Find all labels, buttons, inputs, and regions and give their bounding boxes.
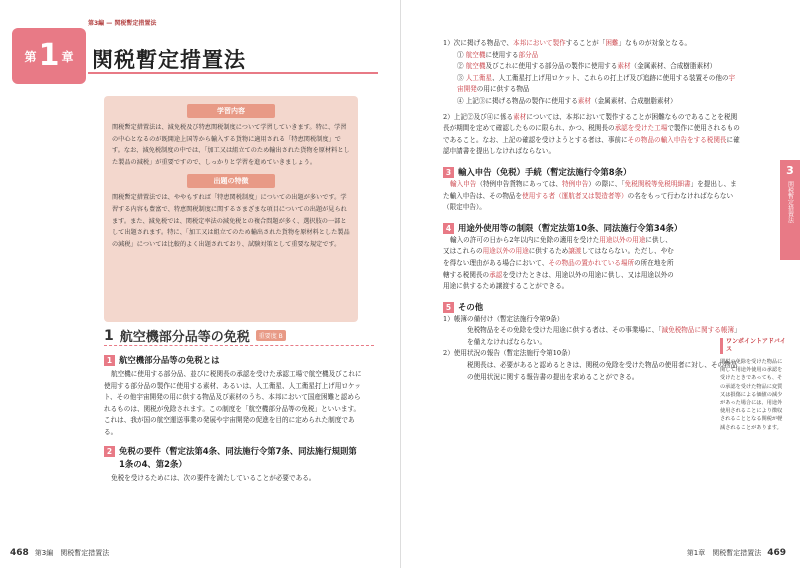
text-span: 及びこれに使用する部分品の製作に使用する bbox=[485, 62, 618, 71]
red-term: 人工衛星 bbox=[465, 73, 493, 82]
text-span: に確認申請書を提出しなければならない。 bbox=[443, 135, 740, 156]
footer-label: 第1章 関税暫定措置法 bbox=[686, 549, 762, 557]
text-span: については、本邦において製作することが困難なものであることを税関長が期間を定めて確認したものに限られ、かつ、税関長の bbox=[443, 112, 738, 133]
red-term: 素材 bbox=[513, 112, 527, 121]
subsection-number: 1 bbox=[104, 355, 115, 366]
study-text: 関税暫定措置法は、減免税及び特恵関税制度について学習していきます。特に、学習の中心となるのが既開途上国等から輸入する貨物に適用される「特恵関税制度」です。なお、減免税制度の中では、「加工又は組立てのため輸出された貨物を原材料とした製品の減税」が重要ですので、しっかりと学習を進めていきましょう。 bbox=[112, 124, 350, 166]
text-span: 」を提出し、また輸入申告は、その物品を bbox=[443, 179, 737, 200]
red-term: 譲渡 bbox=[568, 247, 582, 256]
item-list bbox=[443, 50, 741, 108]
list-item bbox=[457, 50, 741, 62]
right-body bbox=[443, 38, 741, 383]
text-span: 、人工衛星打上げ用ロケット、これらの打上げ及び追跡に使用する装置その他の bbox=[492, 73, 729, 82]
page-number: 469 bbox=[767, 548, 786, 558]
subsection-1-text: 航空機に使用する部分品、並びに税関長の承認を受けた承認工場で航空機及びこれに使用する部分品の製作に使用する素材、あるいは、人工衛星、人工衛星打上げ用ロケット、その他宇宙開発の用に供する物品及び素材のうち、本邦において国産困難と認められるものは、関税が免除されます。この制度を「航空機部分品等の免税」といいます。これは、我が国の航空運送事業の発展や宇宙開発の促進を目的に定められた制度である。 bbox=[104, 370, 362, 436]
text-span: に供するため bbox=[528, 247, 569, 256]
study-label: 学習内容 bbox=[187, 104, 275, 118]
text-span: 1）次に掲げる物品で、 bbox=[443, 39, 514, 47]
left-body bbox=[104, 348, 362, 484]
section-3-title: 輸入申告（免税）手続（暫定法施行令第8条） bbox=[458, 166, 632, 177]
chapter-badge bbox=[12, 28, 86, 84]
red-term: その物品の輸入申告をする税関長 bbox=[627, 135, 727, 144]
item-1 bbox=[443, 38, 741, 50]
red-term: 部分品 bbox=[518, 50, 539, 59]
red-term: 使用する者（運航者又は製造者等） bbox=[522, 191, 628, 200]
section-5-item-1-text bbox=[443, 325, 741, 348]
red-term: 素材 bbox=[577, 96, 591, 105]
text-span: に供し、又はこれらの bbox=[443, 235, 672, 256]
text-span: 2）上記②及び④に係る bbox=[443, 112, 514, 121]
red-term: 承認を受けた工場 bbox=[614, 124, 668, 133]
text-span: の所在地を所轄する税関長の bbox=[443, 258, 674, 279]
subsection-1-heading bbox=[104, 354, 362, 367]
list-mark: ① bbox=[457, 50, 464, 59]
red-term: 特例申告 bbox=[562, 179, 589, 188]
chapter-sho: 章 bbox=[61, 49, 74, 64]
right-page bbox=[400, 0, 800, 568]
chapter-title: 関税暫定措置法 bbox=[92, 48, 246, 72]
study-box bbox=[104, 96, 358, 322]
section-4-heading bbox=[443, 222, 741, 235]
left-footer bbox=[10, 548, 109, 558]
right-footer bbox=[687, 548, 786, 558]
onepoint-advice bbox=[720, 338, 786, 432]
section-3-heading bbox=[443, 166, 741, 179]
text-span: 免税物品をその免除を受けた用途に供する者は、その事業場に、「 bbox=[467, 326, 662, 335]
side-tab-label: 関税暫定措置法 bbox=[786, 181, 794, 223]
text-span: （金属素材、合成樹脂素材） bbox=[630, 62, 717, 71]
page-number: 468 bbox=[10, 548, 29, 558]
red-term: 素材 bbox=[617, 62, 631, 71]
subsection-2-text: 免税を受けるためには、次の要件を満たしていることが必要である。 bbox=[111, 473, 316, 482]
section-number: 1 bbox=[104, 327, 114, 344]
onepoint-text: 関税の免除を受けた物品に関して用途外使用の承認を受けたときであっても、その承認を受けた物品に変質又は損傷による価値の減少があった場合には、用途外使用されることにより徴収されることとなる関税が軽減されることがあります。 bbox=[720, 359, 783, 431]
section-5-item-2-head: 2）使用状況の報告（暫定法施行令第10条） bbox=[443, 349, 575, 358]
section-5-item-1-head: 1）帳簿の備付け（暫定法施行令第9条） bbox=[443, 314, 564, 323]
chapter-dai: 第 bbox=[24, 49, 37, 64]
text-span: （金属素材、合成樹脂素材） bbox=[590, 96, 677, 105]
subsection-title: 航空機部分品等の免税とは bbox=[119, 355, 220, 365]
red-term: 用途以外の用途 bbox=[482, 247, 529, 256]
text-span: してはならない。ただし、やむを得ない理由がある場合において、 bbox=[443, 247, 674, 267]
section-5-title: その他 bbox=[458, 301, 484, 312]
text-span: することが「 bbox=[565, 39, 606, 47]
text-span: で製作に使用されるものであること。なお、上記の確認を受けようとする者は、事前に bbox=[443, 124, 740, 144]
section-4-title: 用途外使用等の制限（暫定法第10条、同法施行令第34条） bbox=[458, 222, 683, 233]
red-term: 減免税物品に関する帳簿 bbox=[661, 326, 735, 335]
section-title: 航空機部分品等の免税 bbox=[119, 330, 250, 345]
red-term: 承認 bbox=[489, 270, 503, 279]
text-span: の用に供する物品 bbox=[476, 85, 530, 94]
red-term: 本邦において製作 bbox=[513, 39, 566, 47]
section-3-number: 3 bbox=[443, 167, 454, 178]
list-mark: ③ bbox=[457, 73, 464, 82]
red-term: 用途以外の用途 bbox=[599, 235, 646, 244]
section-3-text bbox=[443, 179, 741, 214]
red-term: 輸入申告 bbox=[450, 179, 477, 188]
text-span: 輸入の許可の日から2年以内に免除の適用を受けた bbox=[450, 235, 600, 244]
list-mark: ④ bbox=[457, 96, 464, 105]
onepoint-heading: ワンポイントアドバイス bbox=[720, 338, 786, 354]
footer-label: 第3編 関税暫定措置法 bbox=[34, 549, 110, 557]
title-rule bbox=[88, 72, 378, 74]
section-5-item-2-text: 税関長は、必要があると認めるときは、関税の免除を受けた物品の使用者に対し、その物品の使用状況に関する報告書の提出を求めることができる。 bbox=[467, 361, 738, 381]
chapter-side-tab bbox=[780, 160, 800, 260]
subsection-2-heading bbox=[104, 445, 362, 471]
text-span: の名をもって行わなければならない（限定申告）。 bbox=[443, 191, 734, 212]
text-span: 上記③に掲げる物品の製作に使用する bbox=[465, 96, 578, 105]
list-item bbox=[457, 96, 741, 108]
subsection-title: 免税の要件（暫定法第4条、同法施行令第7条、同法施行規則第1条の4、第2条） bbox=[119, 445, 357, 469]
red-term: 免税関税等免税明細書 bbox=[624, 179, 691, 188]
list-item bbox=[457, 61, 741, 73]
text-span: に使用する bbox=[485, 50, 519, 59]
text-span: を受けたときは、用途以外の用途に供し、又は用途以外の用途に供するため譲渡することができる。 bbox=[443, 270, 674, 291]
section-1-heading bbox=[104, 326, 374, 346]
red-term: その物品の置かれている場所 bbox=[548, 258, 635, 267]
importance-badge: 重要度 B bbox=[256, 330, 286, 341]
chapter-number: 1 bbox=[38, 38, 60, 73]
red-term: 航空機 bbox=[465, 62, 486, 71]
subsection-number: 2 bbox=[104, 446, 115, 457]
text-span: ）の際に、「 bbox=[588, 179, 625, 188]
red-term: 航空機 bbox=[465, 50, 486, 59]
list-mark: ② bbox=[457, 62, 464, 71]
red-term: 困難 bbox=[605, 39, 619, 47]
side-tab-number: 3 bbox=[786, 164, 794, 177]
section-4-text bbox=[443, 235, 675, 293]
text-span: 」を備えなければならない。 bbox=[467, 326, 741, 346]
exam-text: 関税暫定措置法では、ややもすれば「特恵関税制度」についての出題が多いです。学習する内容も豊富で、特恵関税制度に関するさまざまな項目についての出題が見られます。また、減免税では、関税定率法の減免税との複合問題が多く、選択肢の一部として出題されます。特に、「加工又は組立てのため輸出された貨物を原材料とした製品の減税」については比較的よく出題されており、試験対策として重要な規定です。 bbox=[112, 194, 350, 248]
part-tab: 第3編 — 関税暫定措置法 bbox=[88, 20, 157, 27]
text-span: 」なものが対象となる。 bbox=[618, 39, 692, 47]
section-5-number: 5 bbox=[443, 302, 454, 313]
red-term: 宇宙開発 bbox=[457, 73, 736, 94]
text-span: （特例申告貨物にあっては、 bbox=[476, 179, 563, 188]
section-5-heading bbox=[443, 301, 741, 314]
section-4-number: 4 bbox=[443, 223, 454, 234]
item-2 bbox=[443, 112, 741, 158]
list-item bbox=[457, 73, 741, 96]
exam-label: 出題の特徴 bbox=[187, 174, 275, 188]
